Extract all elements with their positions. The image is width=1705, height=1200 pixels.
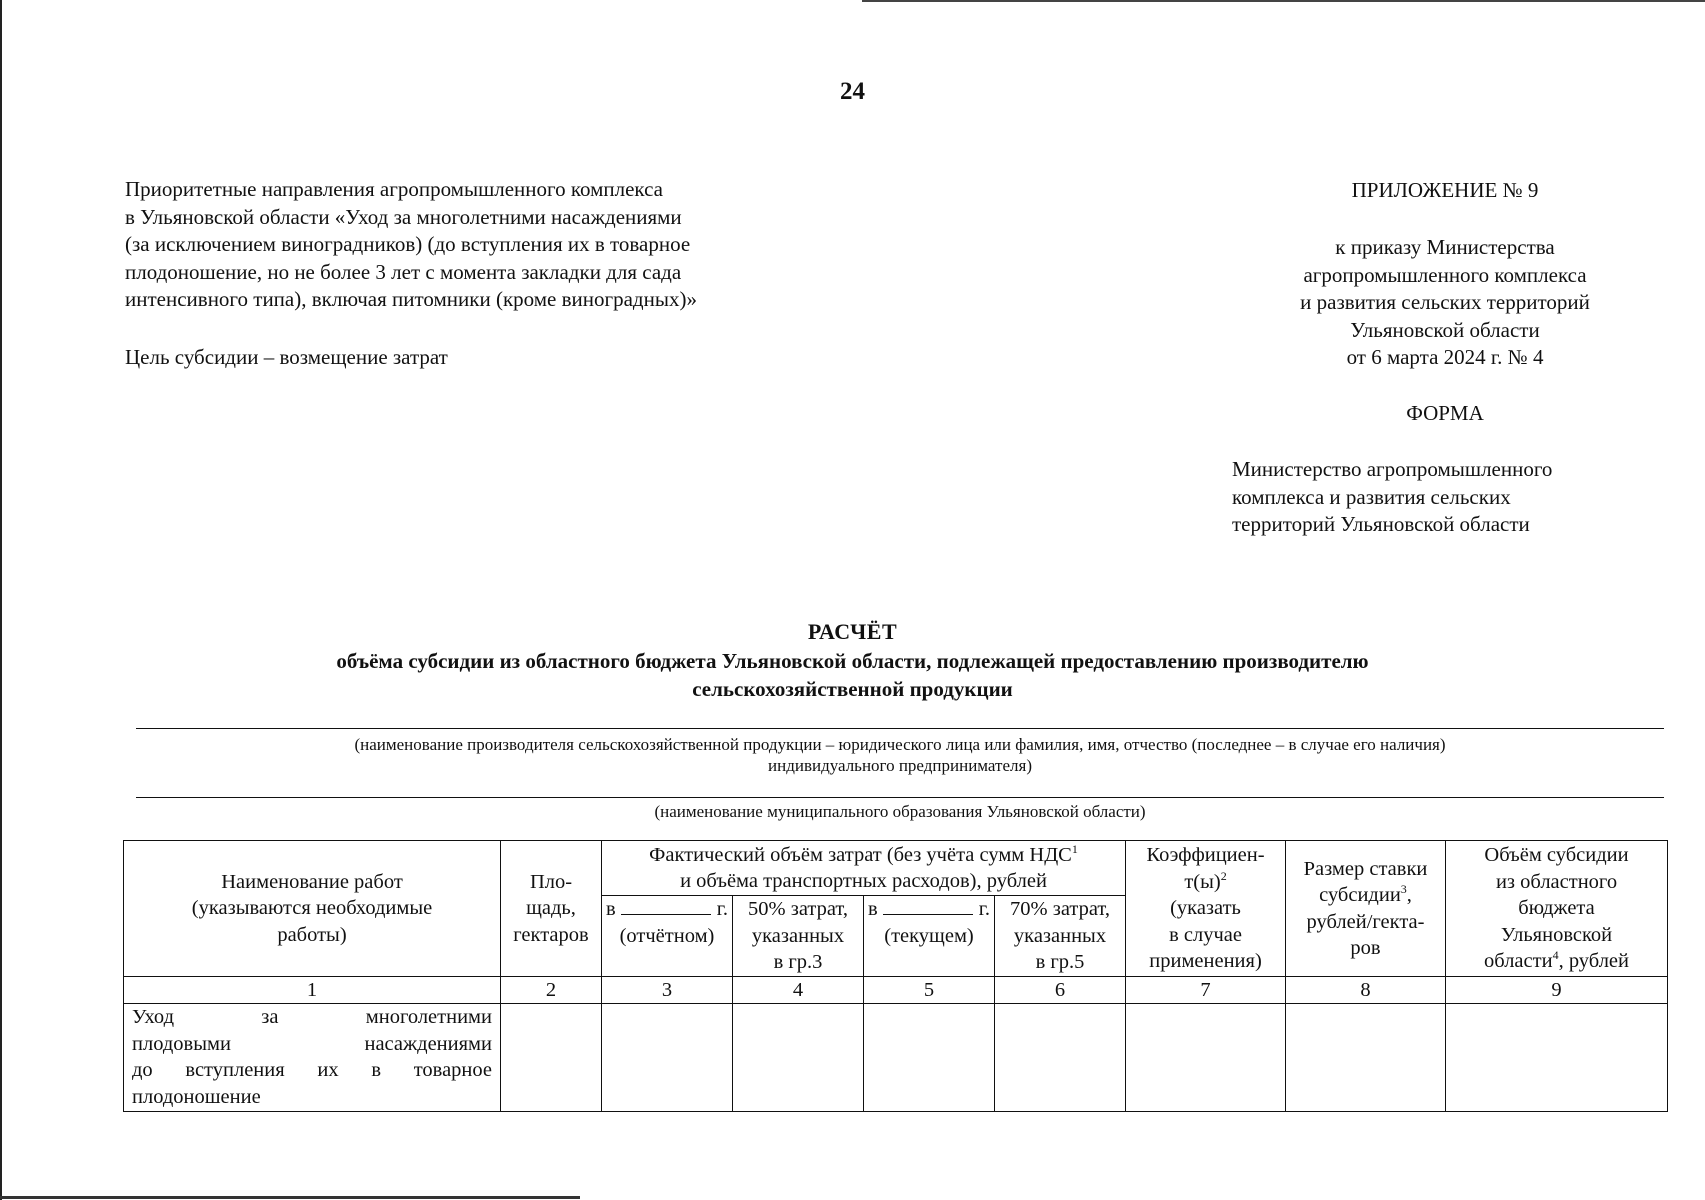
document-title: РАСЧЁТ (807, 619, 898, 644)
year-blank[interactable] (621, 896, 711, 915)
header-area (501, 841, 602, 977)
table-row (124, 1004, 1668, 1112)
footnote-mark: 2 (1220, 868, 1227, 883)
header-line: в гр.3 (773, 951, 823, 974)
header-line: щадь, (526, 897, 576, 920)
header-line: рублей/гекта- (1306, 910, 1425, 933)
header-line: (указать (1170, 897, 1241, 920)
column-number: 5 (864, 977, 995, 1004)
area-cell[interactable] (501, 1004, 602, 1112)
footnote-mark: 3 (1400, 882, 1407, 897)
header-line: применения) (1149, 950, 1262, 973)
header-actual-costs (602, 841, 1126, 896)
header-line: в случае (1169, 923, 1242, 946)
header-text: г. (978, 898, 990, 920)
subtitle-line: объёма субсидии из областного бюджета Ульяновской области, подлежащей предоставлению производителю (336, 649, 1369, 673)
header-line: Наименование работ (221, 870, 403, 893)
column-number: 2 (501, 977, 602, 1004)
header-text: г. (716, 898, 728, 920)
header-reporting-year (602, 896, 733, 977)
header-line (1128, 869, 1283, 896)
year-fill-line (604, 896, 730, 923)
header-line: Размер ставки (1303, 857, 1428, 880)
document-subtitle (180, 647, 1525, 703)
year-blank[interactable] (883, 896, 973, 915)
fifty-percent-cell[interactable] (733, 1004, 864, 1112)
header-50-percent (733, 896, 864, 977)
page-number: 24 (840, 78, 865, 105)
header-line: указанных (1013, 924, 1107, 947)
scan-edge-bottom (0, 1196, 580, 1199)
order-line: к приказу Министерства (1335, 235, 1555, 259)
work-name-line: плодовыми насаждениями (132, 1032, 492, 1055)
subtitle-line: сельскохозяйственной продукции (692, 677, 1013, 701)
header-line (1448, 948, 1665, 975)
ministry-line: комплекса и развития сельских (1232, 484, 1511, 509)
header-line: указанных (751, 924, 845, 947)
header-rate (1286, 841, 1446, 977)
column-number: 7 (1126, 977, 1286, 1004)
header-line: бюджета (1518, 897, 1595, 920)
header-line: (отчётном) (619, 924, 715, 947)
work-name-cell (124, 1004, 501, 1112)
municipality-caption: (наименование муниципального образования Ульяновской области) (654, 802, 1146, 821)
header-subsidy-volume (1446, 841, 1668, 977)
subsidy-goal: Цель субсидии – возмещение затрат (125, 345, 448, 369)
appendix-title: ПРИЛОЖЕНИЕ № 9 (1351, 178, 1539, 202)
municipality-name-line[interactable] (136, 797, 1664, 798)
order-line: от 6 марта 2024 г. № 4 (1346, 345, 1544, 369)
work-name-line: плодоношение (132, 1085, 261, 1108)
calculation-table (123, 840, 1668, 1112)
column-number: 1 (124, 977, 501, 1004)
producer-name-line[interactable] (136, 728, 1664, 729)
column-number: 8 (1286, 977, 1446, 1004)
header-text: в (606, 898, 616, 920)
form-label: ФОРМА (1406, 401, 1484, 425)
priority-line: (за исключением виноградников) (до вступления их в товарное (125, 232, 691, 256)
header-line: Ульяновской (1500, 923, 1613, 946)
header-line: (текущем) (884, 924, 974, 947)
header-line (1288, 882, 1443, 909)
header-line (604, 842, 1123, 869)
header-text: области (1484, 950, 1553, 973)
header-line: Пло- (529, 870, 573, 893)
header-work-name (124, 841, 501, 977)
order-reference (1205, 234, 1685, 372)
header-current-year (864, 896, 995, 977)
work-name-line: до вступления их в товарное (132, 1059, 492, 1081)
order-line: агропромышленного комплекса (1303, 262, 1587, 287)
header-text: т(ы) (1184, 870, 1221, 893)
column-number: 3 (602, 977, 733, 1004)
scan-edge-left (0, 0, 2, 1200)
footnote-mark: 4 (1552, 948, 1559, 963)
column-number: 6 (995, 977, 1126, 1004)
priority-line: интенсивного типа), включая питомники (кроме виноградных)» (125, 287, 697, 311)
header-coefficient (1126, 841, 1286, 977)
caption-line: индивидуального предпринимателя) (768, 756, 1032, 775)
priority-line: в Ульяновской области «Уход за многолетними насаждениями (125, 204, 682, 229)
column-number: 4 (733, 977, 864, 1004)
footnote-mark: 1 (1071, 841, 1078, 856)
header-line: работы) (277, 923, 347, 946)
work-name-line: Уход за многолетними (132, 1006, 492, 1028)
header-text: субсидии (1319, 884, 1401, 906)
header-line: и объёма транспортных расходов), рублей (680, 870, 1047, 892)
header-text: , (1406, 884, 1412, 906)
header-line: в гр.5 (1035, 951, 1085, 974)
coefficient-cell[interactable] (1126, 1004, 1286, 1112)
scan-edge-top (862, 0, 1705, 2)
priority-line: плодоношение, но не более 3 лет с момента закладки для сада (125, 259, 682, 284)
header-line: гектаров (513, 923, 589, 946)
header-line: 70% затрат, (1010, 898, 1110, 921)
header-line: Объём субсидии (1484, 844, 1629, 867)
header-text: , рублей (1558, 950, 1629, 973)
ministry-line: территорий Ульяновской области (1232, 512, 1530, 536)
ministry-line: Министерство агропромышленного (1232, 457, 1553, 481)
seventy-percent-cell[interactable] (995, 1004, 1126, 1112)
header-text: в (868, 898, 878, 920)
header-line: из областного (1495, 870, 1618, 893)
priority-direction-block (125, 176, 825, 314)
header-line: (указываются необходимые (191, 897, 433, 920)
header-text: Фактический объём затрат (без учёта сумм НДС (649, 843, 1072, 866)
order-line: Ульяновской области (1350, 317, 1540, 342)
ministry-addressee (1232, 456, 1632, 539)
header-70-percent (995, 896, 1126, 977)
caption-line: (наименование производителя сельскохозяйственной продукции – юридического лица или фамилия, имя, отчество (последнее – в случае его наличия) (354, 735, 1446, 754)
reporting-year-cost-cell[interactable] (602, 1004, 733, 1112)
producer-caption (136, 734, 1664, 776)
header-line: Коэффициен- (1146, 844, 1265, 867)
rate-cell[interactable] (1286, 1004, 1446, 1112)
current-year-cost-cell[interactable] (864, 1004, 995, 1112)
column-number: 9 (1446, 977, 1668, 1004)
header-line: 50% затрат, (748, 898, 848, 921)
order-line: и развития сельских территорий (1300, 290, 1590, 314)
header-line: ров (1350, 937, 1381, 959)
priority-line: Приоритетные направления агропромышленного комплекса (125, 177, 664, 201)
year-fill-line (866, 896, 992, 923)
subsidy-volume-cell[interactable] (1446, 1004, 1668, 1112)
